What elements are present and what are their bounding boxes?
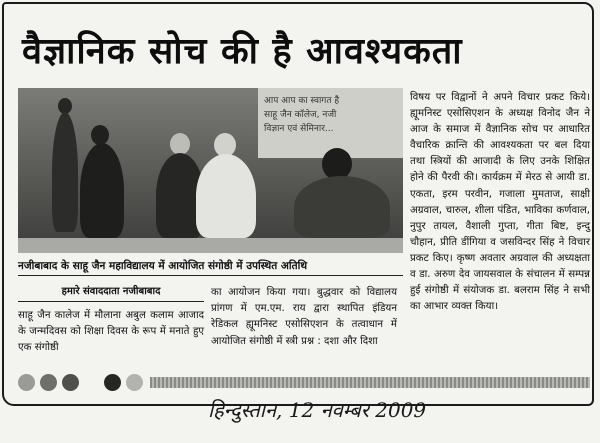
handwritten-source-note: हिन्दुस्तान, 12 नवम्बर 2009 xyxy=(208,398,427,422)
register-dot xyxy=(126,374,143,391)
person-head xyxy=(170,133,190,155)
banner-line: आप आप का स्वागत है xyxy=(264,96,340,106)
headline: वैज्ञानिक सोच की है आवश्यकता xyxy=(22,31,463,72)
byline: हमारे संवाददाता नजीबाबाद xyxy=(18,283,204,302)
photo-caption: नजीबाबाद के साहू जैन महाविद्यालय में आयोजित संगोष्ठी में उपस्थित अतिथि xyxy=(18,257,403,276)
register-dot xyxy=(40,374,57,391)
event-photo xyxy=(18,88,403,253)
person-head xyxy=(91,125,109,145)
person-seated-foreground xyxy=(294,176,390,238)
person-standing-speaker xyxy=(52,112,78,232)
person-seated-white-shirt xyxy=(196,154,256,238)
register-dot xyxy=(62,374,79,391)
stage-table xyxy=(18,238,403,253)
halftone-strip xyxy=(150,377,590,388)
article-column-3: विषय पर विद्वानों ने अपने विचार प्रकट किये। ह्यूमनिस्ट एसोसिएशन के अध्यक्ष विनोद जैन ने आज के समाज में वैज्ञानिक सोच पर आधारित वैचारिक क्रान्ति की आवश्यकता पर बल दिया तथा स्त्रियों की आजादी के लिए उनके शिक्षित होने की पैरवी की। कार्यक्रम में मेरठ से आयी डा. एकता, इरम परवीन, गजाला मुमताज, साक्षी अग्रवाल, चारुल, शीला पंडित, भाविका कर्णवाल, नुपुर तायल, वैशाली गुप्ता, गीता बिष्ट, इन्दु चौहान, प्रीति डींगिया व जसविन्दर सिंह ने विचार प्रकट किए। कृष्ण अवतार अग्रवाल की अध्यक्षता व डा. अरुण देव जायसवाल के संचालन में सम्पन्न हुई संगोष्ठी में संयोजक डा. बलराम सिंह ने सभी का आभार व्यक्त किया। xyxy=(410,92,590,313)
register-dot xyxy=(104,374,121,391)
article-column-2: का आयोजन किया गया। बुद्धवार को विद्यालय प्रांगण में एम.एम. राय द्वारा स्थापित इंडियन रेडिकल ह्यूमनिस्ट एसोसिएशन के तत्वाधान में आयोजित संगोष्ठी में स्त्री प्रश्न : दशा और दिशा xyxy=(211,287,397,347)
article-column-1: साहू जैन कालेज में मौलाना अबुल कलाम आजाद के जन्मदिवस को शिक्षा दिवस के रूप में मनाते हुए एक संगोष्ठी xyxy=(18,310,204,354)
banner-line: विज्ञान एवं सेमिनार... xyxy=(264,124,334,134)
register-dot xyxy=(18,374,35,391)
banner-line: साहू जैन कॉलेज, नजी xyxy=(264,110,337,120)
photo-banner xyxy=(258,88,403,158)
person-seated xyxy=(80,143,124,238)
